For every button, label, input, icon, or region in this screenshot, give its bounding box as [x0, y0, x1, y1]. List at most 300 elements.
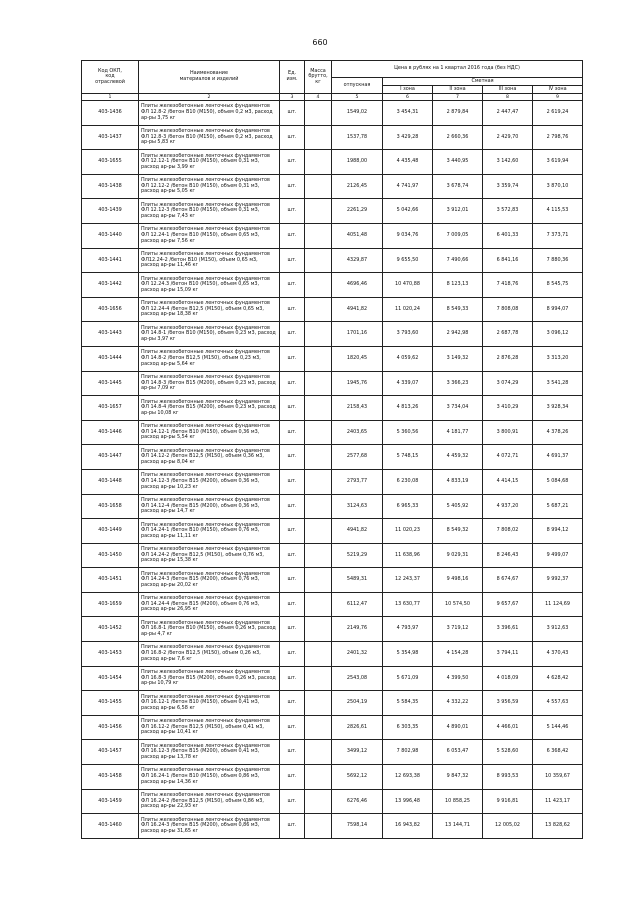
zone-1-price: 3 429,28	[383, 125, 433, 150]
item-code: 403-1460	[82, 814, 139, 839]
item-code: 403-1442	[82, 273, 139, 298]
item-mass	[305, 666, 332, 691]
zone-2-price: 4 181,77	[433, 420, 483, 445]
zone-2-price: 8 123,13	[433, 273, 483, 298]
zone-4-price: 3 870,10	[533, 174, 583, 199]
item-unit: шт.	[280, 765, 305, 790]
table-row	[82, 617, 583, 642]
zone-2-price: 3 440,95	[433, 150, 483, 175]
release-price: 1988,00	[332, 150, 383, 175]
release-price: 3499,12	[332, 740, 383, 765]
zone-4-price: 3 096,12	[533, 322, 583, 347]
zone-4-price: 5 144,46	[533, 715, 583, 740]
item-mass	[305, 543, 332, 568]
zone-4-price: 5 687,21	[533, 494, 583, 519]
table-row	[82, 691, 583, 716]
table-row	[82, 174, 583, 199]
item-code: 403-1449	[82, 519, 139, 544]
table-row	[82, 568, 583, 593]
item-name: Плиты железобетонные ленточных фундаментов ФЛ 14.8-1 /бетон В10 (М150), объем 0,23 м3, расход ар-ры 3,97 кг	[139, 322, 280, 347]
item-unit: шт.	[280, 125, 305, 150]
zone-2-price: 13 144,71	[433, 814, 483, 839]
table-row	[82, 248, 583, 273]
zone-1-price: 5 042,66	[383, 199, 433, 224]
zone-1-price: 6 965,33	[383, 494, 433, 519]
table-row	[82, 223, 583, 248]
zone-4-price: 2 619,24	[533, 101, 583, 126]
table-row	[82, 592, 583, 617]
zone-1-price: 11 020,24	[383, 297, 433, 322]
zone-3-price: 8 246,43	[483, 543, 533, 568]
item-name: Плиты железобетонные ленточных фундаментов ФЛ 14.12-3 /бетон В15 (М200), объем 0,36 м3, расход ар-ры 10,23 кг	[139, 469, 280, 494]
item-unit: шт.	[280, 519, 305, 544]
zone-4-price: 8 994,12	[533, 519, 583, 544]
release-price: 1537,78	[332, 125, 383, 150]
zone-1-price: 5 584,35	[383, 691, 433, 716]
zone-2-price: 2 879,84	[433, 101, 483, 126]
item-name: Плиты железобетонные ленточных фундаментов ФЛ 16.24-3 /бетон В15 (М200), объем 0,86 м3, расход ар-ры 31,65 кг	[139, 814, 280, 839]
zone-1-price: 6 230,08	[383, 469, 433, 494]
release-price: 2126,45	[332, 174, 383, 199]
item-name: Плиты железобетонные ленточных фундаментов ФЛ 14.12-1 /бетон В10 (М150), объем 0,36 м3, расход ар-ры 5,54 кг	[139, 420, 280, 445]
release-price: 6276,46	[332, 789, 383, 814]
item-code: 403-1452	[82, 617, 139, 642]
item-mass	[305, 101, 332, 126]
item-unit: шт.	[280, 469, 305, 494]
item-unit: шт.	[280, 445, 305, 470]
zone-2-price: 3 149,32	[433, 346, 483, 371]
zone-4-price: 10 359,67	[533, 765, 583, 790]
release-price: 2401,32	[332, 642, 383, 667]
item-name: Плиты железобетонные ленточных фундаментов ФЛ 12.8-2 /бетон В10 (М150), объем 0,2 м3, расход ар-ры 3,75 кг	[139, 101, 280, 126]
header-mass: Масса брутто, кг	[305, 61, 332, 94]
zone-3-price: 9 657,67	[483, 592, 533, 617]
zone-4-price: 4 370,43	[533, 642, 583, 667]
zone-2-price: 10 574,50	[433, 592, 483, 617]
item-name: Плиты железобетонные ленточных фундаментов ФЛ 12.8-3 /бетон В10 (М150), объем 0,2 м3, расход ар-ры 5,83 кг	[139, 125, 280, 150]
item-mass	[305, 297, 332, 322]
zone-1-price: 16 943,82	[383, 814, 433, 839]
table-row	[82, 346, 583, 371]
item-mass	[305, 592, 332, 617]
zone-3-price: 3 396,61	[483, 617, 533, 642]
zone-1-price: 5 671,09	[383, 666, 433, 691]
item-mass	[305, 740, 332, 765]
item-mass	[305, 765, 332, 790]
zone-1-price: 13 630,77	[383, 592, 433, 617]
release-price: 7598,14	[332, 814, 383, 839]
zone-4-price: 11 423,17	[533, 789, 583, 814]
table-row	[82, 666, 583, 691]
item-mass	[305, 789, 332, 814]
zone-4-price: 3 912,63	[533, 617, 583, 642]
zone-4-price: 7 373,71	[533, 223, 583, 248]
column-number: 7	[433, 94, 483, 101]
item-unit: шт.	[280, 740, 305, 765]
item-code: 403-1656	[82, 297, 139, 322]
item-name: Плиты железобетонные ленточных фундаментов ФЛ 12.24.3 /бетон В10 (М150), объем 0,65 м3, расход ар-ры 15,09 кг	[139, 273, 280, 298]
item-code: 403-1458	[82, 765, 139, 790]
release-price: 2158,43	[332, 396, 383, 421]
zone-3-price: 4 018,09	[483, 666, 533, 691]
zone-1-price: 4 741,97	[383, 174, 433, 199]
zone-1-price: 12 243,37	[383, 568, 433, 593]
zone-3-price: 2 429,70	[483, 125, 533, 150]
item-unit: шт.	[280, 420, 305, 445]
zone-2-price: 4 154,28	[433, 642, 483, 667]
table-row	[82, 420, 583, 445]
release-price: 2504,19	[332, 691, 383, 716]
zone-3-price: 8 674,67	[483, 568, 533, 593]
item-mass	[305, 617, 332, 642]
zone-2-price: 9 847,32	[433, 765, 483, 790]
zone-4-price: 9 499,07	[533, 543, 583, 568]
item-name: Плиты железобетонные ленточных фундаментов ФЛ12.24-2 /бетон В10 (М150), объем 0,65 м3, расход ар-ры 11,46 кг	[139, 248, 280, 273]
item-mass	[305, 150, 332, 175]
item-code: 403-1441	[82, 248, 139, 273]
zone-3-price: 9 916,81	[483, 789, 533, 814]
table-row	[82, 814, 583, 839]
item-unit: шт.	[280, 789, 305, 814]
zone-2-price: 3 912,01	[433, 199, 483, 224]
item-mass	[305, 519, 332, 544]
table-row	[82, 199, 583, 224]
zone-3-price: 7 808,08	[483, 297, 533, 322]
item-name: Плиты железобетонные ленточных фундаментов ФЛ 14.8-2 /бетон В12,5 (М150), объем 0,23 м3, расход ар-ры 5,64 кг	[139, 346, 280, 371]
zone-2-price: 2 660,36	[433, 125, 483, 150]
item-name: Плиты железобетонные ленточных фундаментов ФЛ 16.8-3 /бетон В15 (М200), объем 0,26 м3, расход ар-ры 10,79 кг	[139, 666, 280, 691]
item-mass	[305, 642, 332, 667]
zone-1-price: 11 020,23	[383, 519, 433, 544]
column-number: 5	[332, 94, 383, 101]
zone-2-price: 4 890,01	[433, 715, 483, 740]
item-unit: шт.	[280, 814, 305, 839]
release-price: 2793,77	[332, 469, 383, 494]
zone-3-price: 12 005,02	[483, 814, 533, 839]
item-unit: шт.	[280, 371, 305, 396]
table-row	[82, 789, 583, 814]
zone-1-price: 4 059,62	[383, 346, 433, 371]
zone-2-price: 4 399,50	[433, 666, 483, 691]
item-name: Плиты железобетонные ленточных фундаментов ФЛ 14.24-1 /бетон В10 (М150), объем 0,76 м3, расход ар-ры 11,11 кг	[139, 519, 280, 544]
item-code: 403-1440	[82, 223, 139, 248]
release-price: 4696,46	[332, 273, 383, 298]
item-unit: шт.	[280, 101, 305, 126]
item-name: Плиты железобетонные ленточных фундаментов ФЛ 16.24-2 /бетон В12,5 (М150), объем 0,86 м3, расход ар-ры 22,93 кг	[139, 789, 280, 814]
zone-1-price: 4 435,48	[383, 150, 433, 175]
item-unit: шт.	[280, 150, 305, 175]
zone-4-price: 4 557,63	[533, 691, 583, 716]
item-name: Плиты железобетонные ленточных фундаментов ФЛ 16.8-2 /бетон В12,5 (М150), объем 0,26 м3, расход ар-ры 7,6 кг	[139, 642, 280, 667]
item-unit: шт.	[280, 223, 305, 248]
item-name: Плиты железобетонные ленточных фундаментов ФЛ 14.8-3 /бетон В15 (М200), объем 0,23 м3, расход ар-ры 7,09 кг	[139, 371, 280, 396]
item-unit: шт.	[280, 396, 305, 421]
item-unit: шт.	[280, 297, 305, 322]
item-mass	[305, 396, 332, 421]
zone-2-price: 3 678,74	[433, 174, 483, 199]
table-row	[82, 396, 583, 421]
zone-1-price: 11 638,96	[383, 543, 433, 568]
column-number: 1	[82, 94, 139, 101]
zone-2-price: 7 490,66	[433, 248, 483, 273]
zone-1-price: 5 748,15	[383, 445, 433, 470]
table-row	[82, 740, 583, 765]
header-price-title: Цена в рублях на 1 квартал 2016 года (без НДС)	[332, 61, 583, 78]
header-zone-3: III зона	[483, 86, 533, 94]
item-unit: шт.	[280, 715, 305, 740]
zone-1-price: 7 802,98	[383, 740, 433, 765]
table-row	[82, 125, 583, 150]
table-row	[82, 322, 583, 347]
item-mass	[305, 125, 332, 150]
zone-4-price: 11 124,69	[533, 592, 583, 617]
item-mass	[305, 715, 332, 740]
table-row	[82, 765, 583, 790]
release-price: 2403,65	[332, 420, 383, 445]
zone-1-price: 4 793,97	[383, 617, 433, 642]
zone-4-price: 3 313,20	[533, 346, 583, 371]
zone-2-price: 4 459,32	[433, 445, 483, 470]
zone-1-price: 4 813,26	[383, 396, 433, 421]
release-price: 2577,68	[332, 445, 383, 470]
release-price: 5489,31	[332, 568, 383, 593]
item-code: 403-1447	[82, 445, 139, 470]
release-price: 4941,82	[332, 297, 383, 322]
item-name: Плиты железобетонные ленточных фундаментов ФЛ 16.12-1 /бетон В10 (М150), объем 0,41 м3, расход ар-ры 6,58 кг	[139, 691, 280, 716]
header-name: Наименование материалов и изделий	[139, 61, 280, 94]
item-mass	[305, 273, 332, 298]
zone-4-price: 4 378,26	[533, 420, 583, 445]
zone-4-price: 9 992,37	[533, 568, 583, 593]
release-price: 2261,29	[332, 199, 383, 224]
item-code: 403-1439	[82, 199, 139, 224]
zone-3-price: 3 410,29	[483, 396, 533, 421]
release-price: 4051,48	[332, 223, 383, 248]
item-mass	[305, 814, 332, 839]
item-mass	[305, 469, 332, 494]
table-body	[82, 101, 583, 839]
item-unit: шт.	[280, 617, 305, 642]
zone-4-price: 13 828,62	[533, 814, 583, 839]
table-row	[82, 469, 583, 494]
item-mass	[305, 248, 332, 273]
item-name: Плиты железобетонные ленточных фундаментов ФЛ 12.12-2 /бетон В10 (М150), объем 0,31 м3, расход ар-ры 5,05 кг	[139, 174, 280, 199]
zone-3-price: 3 572,83	[483, 199, 533, 224]
table-row	[82, 543, 583, 568]
item-name: Плиты железобетонные ленточных фундаментов ФЛ 14.8-4 /бетон В15 (М200), объем 0,23 м3, расход ар-ры 10,08 кг	[139, 396, 280, 421]
item-mass	[305, 494, 332, 519]
item-name: Плиты железобетонные ленточных фундаментов ФЛ 16.12-2 /бетон В12,5 (М150), объем 0,41 м3, расход ар-ры 10,41 кг	[139, 715, 280, 740]
release-price: 2149,76	[332, 617, 383, 642]
item-code: 403-1446	[82, 420, 139, 445]
table-row	[82, 642, 583, 667]
item-unit: шт.	[280, 248, 305, 273]
table-row	[82, 273, 583, 298]
zone-3-price: 7 418,76	[483, 273, 533, 298]
item-mass	[305, 223, 332, 248]
zone-3-price: 5 528,60	[483, 740, 533, 765]
zone-3-price: 3 359,74	[483, 174, 533, 199]
zone-2-price: 9 498,16	[433, 568, 483, 593]
release-price: 5692,12	[332, 765, 383, 790]
zone-1-price: 10 470,88	[383, 273, 433, 298]
item-name: Плиты железобетонные ленточных фундаментов ФЛ 14.24-3 /бетон В15 (М200), объем 0,76 м3, расход ар-ры 20,02 кг	[139, 568, 280, 593]
zone-3-price: 3 800,91	[483, 420, 533, 445]
item-code: 403-1455	[82, 691, 139, 716]
item-unit: шт.	[280, 346, 305, 371]
release-price: 5219,29	[332, 543, 383, 568]
zone-3-price: 3 794,11	[483, 642, 533, 667]
zone-4-price: 8 994,07	[533, 297, 583, 322]
item-code: 403-1457	[82, 740, 139, 765]
zone-4-price: 7 880,36	[533, 248, 583, 273]
zone-4-price: 4 628,42	[533, 666, 583, 691]
item-unit: шт.	[280, 174, 305, 199]
zone-3-price: 6 841,16	[483, 248, 533, 273]
table-row	[82, 371, 583, 396]
release-price: 6112,47	[332, 592, 383, 617]
item-name: Плиты железобетонные ленточных фундаментов ФЛ 14.12-4 /бетон В15 (М200), объем 0,36 м3, расход ар-ры 14,7 кг	[139, 494, 280, 519]
table-row	[82, 150, 583, 175]
zone-1-price: 3 793,60	[383, 322, 433, 347]
item-mass	[305, 691, 332, 716]
column-number: 2	[139, 94, 280, 101]
item-unit: шт.	[280, 322, 305, 347]
item-mass	[305, 174, 332, 199]
item-name: Плиты железобетонные ленточных фундаментов ФЛ 12.12-3 /бетон В10 (М150), объем 0,31 м3, расход ар-ры 7,43 кг	[139, 199, 280, 224]
header-zone-4: IV зона	[533, 86, 583, 94]
header-zone-2: II зона	[433, 86, 483, 94]
zone-4-price: 4 691,37	[533, 445, 583, 470]
release-price: 4941,82	[332, 519, 383, 544]
zone-3-price: 7 808,02	[483, 519, 533, 544]
zone-2-price: 3 719,12	[433, 617, 483, 642]
item-code: 403-1443	[82, 322, 139, 347]
zone-3-price: 4 072,71	[483, 445, 533, 470]
header-zone-1: I зона	[383, 86, 433, 94]
item-name: Плиты железобетонные ленточных фундаментов ФЛ 16.8-1 /бетон В10 (М150), объем 0,26 м3, расход ар-ры 4,7 кг	[139, 617, 280, 642]
item-name: Плиты железобетонные ленточных фундаментов ФЛ 12.24-1 /бетон В10 (М150), объем 0,65 м3, расход ар-ры 7,56 кг	[139, 223, 280, 248]
table-row	[82, 297, 583, 322]
zone-1-price: 5 360,56	[383, 420, 433, 445]
item-code: 403-1655	[82, 150, 139, 175]
item-mass	[305, 445, 332, 470]
table-row	[82, 101, 583, 126]
zone-1-price: 4 339,07	[383, 371, 433, 396]
zone-3-price: 2 687,78	[483, 322, 533, 347]
item-unit: шт.	[280, 273, 305, 298]
zone-3-price: 3 956,59	[483, 691, 533, 716]
release-price: 1701,16	[332, 322, 383, 347]
item-code: 403-1450	[82, 543, 139, 568]
item-mass	[305, 568, 332, 593]
zone-2-price: 5 405,92	[433, 494, 483, 519]
zone-1-price: 9 655,50	[383, 248, 433, 273]
item-code: 403-1454	[82, 666, 139, 691]
header-release-price: отпускная	[332, 78, 383, 94]
zone-4-price: 5 084,68	[533, 469, 583, 494]
item-code: 403-1659	[82, 592, 139, 617]
item-unit: шт.	[280, 666, 305, 691]
item-code: 403-1437	[82, 125, 139, 150]
table-row	[82, 445, 583, 470]
release-price: 1549,02	[332, 101, 383, 126]
release-price: 2826,61	[332, 715, 383, 740]
zone-4-price: 8 545,75	[533, 273, 583, 298]
zone-1-price: 9 034,76	[383, 223, 433, 248]
zone-1-price: 5 354,98	[383, 642, 433, 667]
zone-3-price: 4 937,20	[483, 494, 533, 519]
zone-3-price: 8 993,53	[483, 765, 533, 790]
item-name: Плиты железобетонные ленточных фундаментов ФЛ 14.24-4 /бетон В15 (М200), объем 0,76 м3, расход ар-ры 26,95 кг	[139, 592, 280, 617]
zone-3-price: 2 876,28	[483, 346, 533, 371]
zone-4-price: 6 368,42	[533, 740, 583, 765]
item-unit: шт.	[280, 494, 305, 519]
item-code: 403-1438	[82, 174, 139, 199]
zone-2-price: 6 053,47	[433, 740, 483, 765]
item-code: 403-1444	[82, 346, 139, 371]
zone-3-price: 2 447,47	[483, 101, 533, 126]
header-unit: Ед. изм.	[280, 61, 305, 94]
zone-1-price: 3 454,31	[383, 101, 433, 126]
item-unit: шт.	[280, 642, 305, 667]
zone-4-price: 2 798,76	[533, 125, 583, 150]
item-unit: шт.	[280, 568, 305, 593]
item-mass	[305, 346, 332, 371]
item-code: 403-1445	[82, 371, 139, 396]
zone-2-price: 8 549,32	[433, 519, 483, 544]
table-header	[82, 61, 583, 101]
table-row	[82, 519, 583, 544]
zone-3-price: 4 466,01	[483, 715, 533, 740]
item-unit: шт.	[280, 691, 305, 716]
column-number: 6	[383, 94, 433, 101]
zone-3-price: 3 074,29	[483, 371, 533, 396]
release-price: 4329,87	[332, 248, 383, 273]
item-code: 403-1459	[82, 789, 139, 814]
zone-4-price: 4 115,53	[533, 199, 583, 224]
item-code: 403-1451	[82, 568, 139, 593]
header-code: Код ОКП, код отраслевой	[82, 61, 139, 94]
item-unit: шт.	[280, 543, 305, 568]
item-mass	[305, 420, 332, 445]
item-name: Плиты железобетонные ленточных фундаментов ФЛ 12.24-4 /бетон В12,5 (М150), объем 0,65 м3, расход ар-ры 18,38 кг	[139, 297, 280, 322]
item-code: 403-1456	[82, 715, 139, 740]
zone-2-price: 8 549,33	[433, 297, 483, 322]
item-code: 403-1436	[82, 101, 139, 126]
zone-4-price: 3 541,28	[533, 371, 583, 396]
zone-4-price: 3 619,94	[533, 150, 583, 175]
zone-3-price: 3 142,60	[483, 150, 533, 175]
zone-2-price: 4 332,22	[433, 691, 483, 716]
column-number: 9	[533, 94, 583, 101]
zone-2-price: 9 029,31	[433, 543, 483, 568]
zone-2-price: 3 366,23	[433, 371, 483, 396]
price-table	[81, 60, 583, 839]
table-row	[82, 494, 583, 519]
zone-2-price: 10 858,25	[433, 789, 483, 814]
item-mass	[305, 199, 332, 224]
zone-3-price: 6 401,33	[483, 223, 533, 248]
column-number: 3	[280, 94, 305, 101]
release-price: 1820,45	[332, 346, 383, 371]
table-row	[82, 715, 583, 740]
item-name: Плиты железобетонные ленточных фундаментов ФЛ 12.12-1 /бетон В10 (М150), объем 0,31 м3, расход ар-ры 3,99 кг	[139, 150, 280, 175]
zone-2-price: 7 009,05	[433, 223, 483, 248]
item-mass	[305, 371, 332, 396]
page-number: 660	[312, 38, 328, 47]
column-number: 8	[483, 94, 533, 101]
